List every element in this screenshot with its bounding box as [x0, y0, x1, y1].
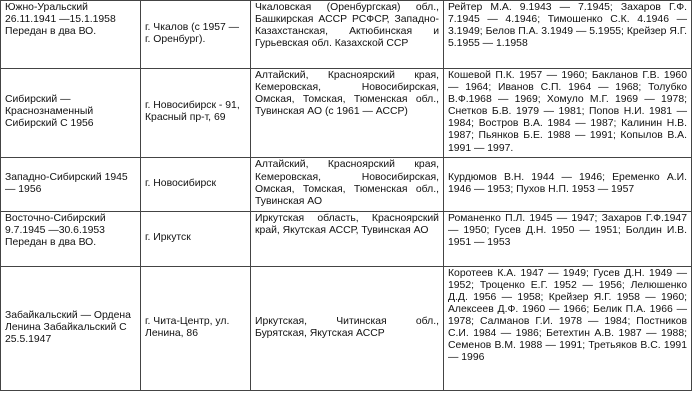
headquarters-cell: г. Новосибирск	[141, 157, 251, 211]
territory-cell: Иркутская область, Красноярский край, Якутская АССР, Тувинская АО	[251, 211, 444, 266]
headquarters-cell: г. Чита-Центр, ул. Ленина, 86	[141, 266, 251, 390]
district-cell: Южно-Уральский 26.11.1941 —15.1.1958 Передан в два ВО.	[1, 1, 141, 69]
commanders-cell: Романенко П.Л. 1945 — 1947; Захаров Г.Ф.1947 — 1950; Гусев Д.Н. 1950 — 1951; Болдин И.В. 1951 — 1953	[444, 211, 692, 266]
commanders-cell: Курдюмов В.Н. 1944 — 1946; Еременко А.И. 1946 — 1953; Пухов Н.П. 1953 — 1957	[444, 157, 692, 211]
headquarters-cell: г. Иркутск	[141, 211, 251, 266]
district-cell: Западно-Сибирский 1945 — 1956	[1, 157, 141, 211]
commanders-cell: Кошевой П.К. 1957 — 1960; Бакланов Г.В. 1960 — 1964; Иванов С.П. 1964 — 1968; Толубко В.Ф.1968 — 1969; Хомуло М.Г. 1969 — 1978; Снетков Б.В. 1979 — 1981; Попов Н.И. 1981 — 1984; Востров В.А. 1984 — 1987; Калинин Н.В. 1987; Пьянков Б.Е. 1988 — 1991; Копылов В.А. 1991 — 1997.	[444, 69, 692, 158]
district-cell: Восточно-Сибирский 9.7.1945 —30.6.1953 Передан в два ВО.	[1, 211, 141, 266]
table-row	[1, 266, 692, 390]
table-row	[1, 69, 692, 158]
territory-cell: Иркутская, Читинская обл., Бурятская, Якутская АССР	[251, 266, 444, 390]
district-cell: Сибирский — Краснознаменный Сибирский С 1956	[1, 69, 141, 158]
territory-cell: Алтайский, Красноярский края, Кемеровская, Новосибирская, Омская, Томская, Тюменская обл., Тувинская АО	[251, 157, 444, 211]
district-cell: Забайкальский — Ордена Ленина Забайкальский С 25.5.1947	[1, 266, 141, 390]
table-row	[1, 1, 692, 69]
commanders-cell: Рейтер М.А. 9.1943 — 7.1945; Захаров Г.Ф. 7.1945 — 4.1946; Тимошенко С.К. 4.1946 — 3.1949; Белов П.А. 3.1949 — 5.1955; Крейзер Я.Г. 5.1955 — 1.1958	[444, 1, 692, 69]
headquarters-cell: г. Чкалов (с 1957 — г. Оренбург).	[141, 1, 251, 69]
headquarters-cell: г. Новосибирск - 91, Красный пр-т, 69	[141, 69, 251, 158]
table-row	[1, 157, 692, 211]
commanders-cell: Коротеев К.А. 1947 — 1949; Гусев Д.Н. 1949 — 1952; Троценко Е.Г. 1952 — 1956; Лелюшенко Д.Д. 1956 — 1958; Крейзер Я.Г. 1958 — 1960; Алексеев Д.Ф. 1960 — 1966; Белик П.А. 1966 — 1978; Салманов Г.И. 1978 — 1984; Постников С.И. 1984 — 1986; Бетехтин А.В. 1987 — 1988; Семенов В.М. 1988 — 1991; Третьяков В.С. 1991 — 1996	[444, 266, 692, 390]
territory-cell: Чкаловская (Оренбургская) обл., Башкирская АССР РСФСР, Западно-Казахстанская, Актюбинская и Гурьевская обл. Казахской ССР	[251, 1, 444, 69]
territory-cell: Алтайский, Красноярский края, Кемеровская, Новосибирская, Омская, Томская, Тюменская обл., Тувинская АО (с 1961 — АССР)	[251, 69, 444, 158]
table-row	[1, 211, 692, 266]
